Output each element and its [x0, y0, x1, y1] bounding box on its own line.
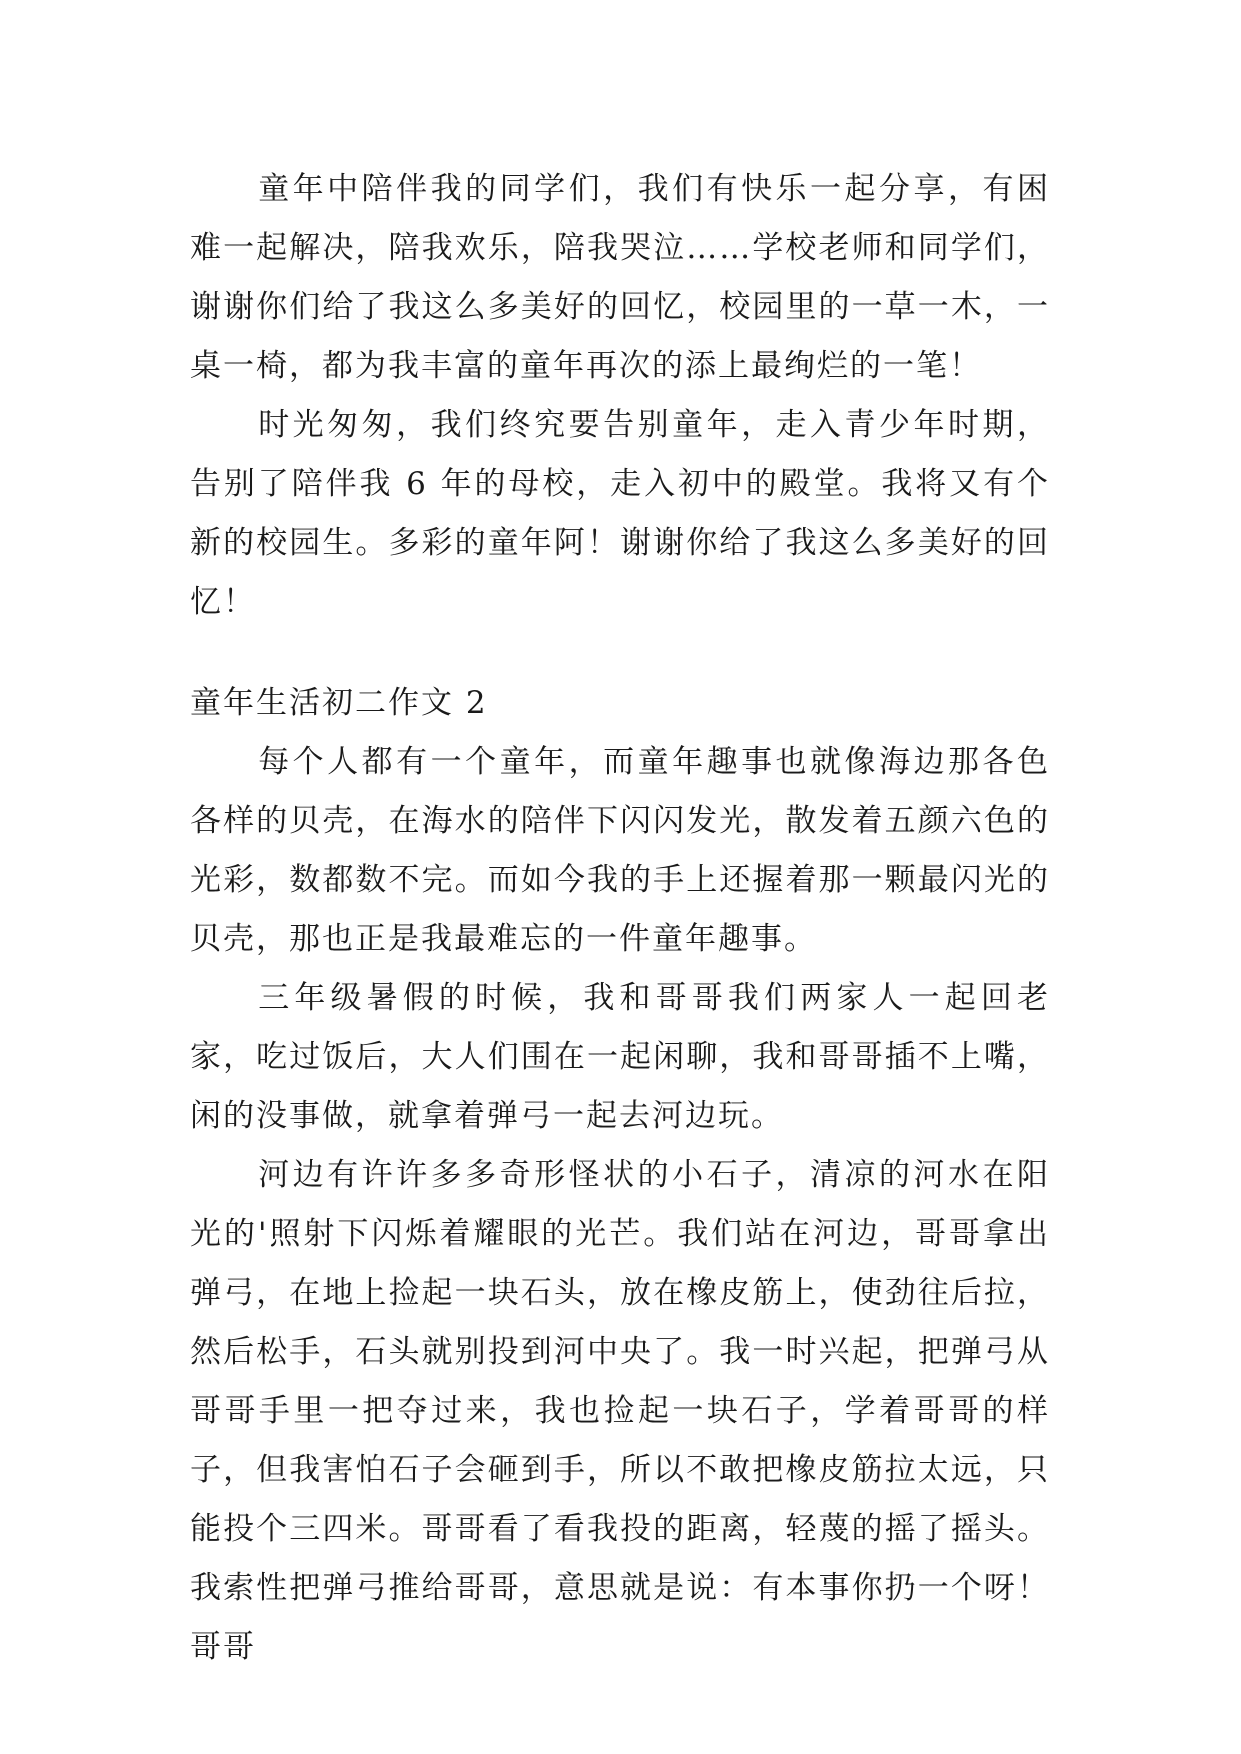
section-heading: 童年生活初二作文 2	[190, 685, 488, 721]
section-1	[190, 160, 1050, 632]
paragraph: 时光匆匆，我们终究要告别童年，走入青少年时期，告别了陪伴我 6 年的母校，走入初中的殿堂。我将又有个新的校园生。多彩的童年阿！谢谢你给了我这么多美好的回忆！	[190, 407, 1050, 620]
paragraph: 每个人都有一个童年，而童年趣事也就像海边那各色各样的贝壳，在海水的陪伴下闪闪发光，散发着五颜六色的光彩，数都数不完。而如今我的手上还握着那一颗最闪光的贝壳，那也正是我最难忘的一件童年趣事。	[190, 744, 1050, 957]
paragraph: 河边有许许多多奇形怪状的小石子，清凉的河水在阳光的'照射下闪烁着耀眼的光芒。我们站在河边，哥哥拿出弹弓，在地上捡起一块石头，放在橡皮筋上，使劲往后拉，然后松手，石头就别投到河中央了。我一时兴起，把弹弓从哥哥手里一把夺过来，我也捡起一块石子，学着哥哥的样子，但我害怕石子会砸到手，所以不敢把橡皮筋拉太远，只能投个三四米。哥哥看了看我投的距离，轻蔑的摇了摇头。我索性把弹弓推给哥哥，意思就是说：有本事你扔一个呀！哥哥	[190, 1157, 1050, 1665]
document-body	[190, 160, 1050, 1677]
paragraph: 三年级暑假的时候，我和哥哥我们两家人一起回老家，吃过饭后，大人们围在一起闲聊，我和哥哥插不上嘴，闲的没事做，就拿着弹弓一起去河边玩。	[190, 980, 1050, 1134]
paragraph: 童年中陪伴我的同学们，我们有快乐一起分享，有困难一起解决，陪我欢乐，陪我哭泣……学校老师和同学们，谢谢你们给了我这么多美好的回忆，校园里的一草一木，一桌一椅，都为我丰富的童年再次的添上最绚烂的一笔！	[190, 171, 1050, 384]
section-2	[190, 674, 1050, 1677]
section-spacer	[190, 632, 1050, 674]
